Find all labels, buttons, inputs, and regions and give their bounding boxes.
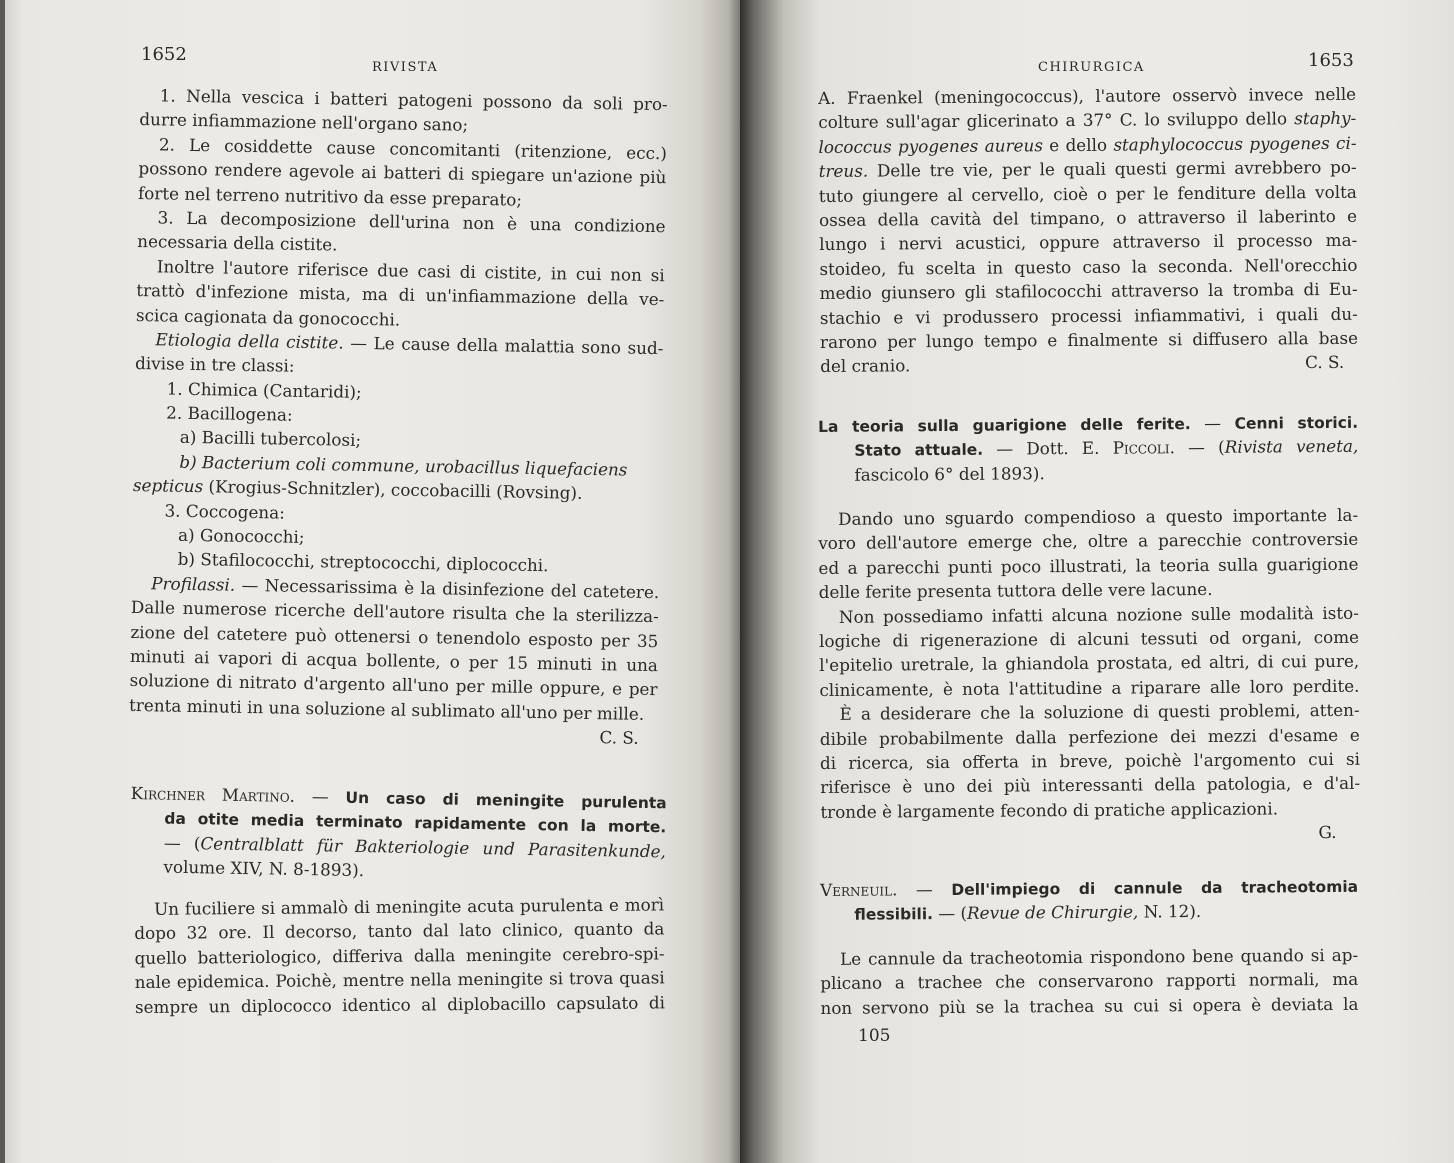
text-line (820, 350, 1358, 379)
text-line: necessaria della cistite. (137, 231, 338, 255)
text-line: ed a parecchi punti poco illustrati, la teoria sulla guarigione (818, 553, 1359, 578)
text-line: plicano a trachee che conservarono rapporti normali, ma (820, 969, 1359, 994)
right-page (740, 0, 1454, 1163)
running-head: RIVISTA (372, 60, 439, 75)
text-line: l'epitelio uretrale, la ghiandola prostata, ed altri, di cui pure, (819, 651, 1360, 676)
text-line: A. Fraenkel (meningococcus), l'autore osservò invece nelle (818, 83, 1357, 108)
article-title: La teoria sulla guarigione delle ferite. (818, 415, 1191, 436)
class-item: b) Stafilococchi, streptococchi, diplococchi. (177, 549, 549, 576)
dash: — (897, 878, 952, 900)
species-italic: staphylococcus pyogenes ci- (1113, 132, 1357, 155)
text-line: È a desiderare che la soluzione di questi problemi, atten- (839, 699, 1360, 724)
etiology-text: — Le cause della malattia sono sud- (343, 332, 664, 359)
text-line: Non possediamo infatti alcuna nozione sulle modalità isto- (838, 602, 1359, 627)
species-italic: staphy- (1294, 108, 1357, 129)
prophylaxis-label: Profilassi. (151, 573, 236, 595)
text-line: delle ferite presenta tuttora delle vere lacune. (818, 579, 1213, 603)
text-line: soluzione di nitrato d'argento all'uno per mille oppure, e per (129, 670, 658, 700)
text-line: non servono più se la trachea su cui si opera è deviata la (820, 993, 1359, 1018)
species-italic: septicus (132, 475, 204, 497)
article-source: Rivista veneta, (1224, 436, 1359, 458)
text-line: 3. La decomposizione dell'urina non è una condizione (157, 207, 666, 237)
article-title: flessibili. (854, 905, 934, 925)
source-prefix: — ( (163, 832, 201, 854)
article-title: Stato attuale. (854, 441, 984, 461)
text-line: voro dell'autore emerge che, oltre a parecchie controversie (818, 529, 1359, 554)
text-line: nale epidemica. Poichè, mentre nella meningite si trova quasi (134, 967, 665, 993)
source-prefix: — ( (932, 903, 968, 924)
signature-number: 105 (858, 1026, 891, 1046)
text-span: e dello (1042, 134, 1114, 156)
class-item: a) Bacilli tubercolosi; (179, 427, 362, 451)
heading-line (820, 874, 1358, 903)
text-line: tuto giungere al cervello, cioè o per le fenditure della volta (818, 181, 1357, 206)
prophylaxis-text: — Necessarissima è la disinfezione del catetere. (234, 574, 660, 602)
author-prefix: — Dott. (983, 438, 1082, 460)
text-line: dibile probabilmente dalla perfezione dei mezzi d'esame e (819, 724, 1360, 749)
class-item: 1. Chimica (Cantaridi); (166, 378, 362, 402)
page-number: 1653 (1308, 50, 1354, 71)
text-line (819, 155, 1357, 184)
article-author: Kirchner Martino. (130, 782, 296, 806)
heading-line (820, 898, 1358, 927)
text-span: del cranio. (820, 355, 911, 377)
article-author: Verneuil. (820, 879, 898, 900)
article-heading (129, 781, 667, 888)
right-column-text (818, 82, 1358, 379)
article-body (134, 892, 665, 1019)
text-line: Le cannule da tracheotomia rispondono bene quando si ap- (840, 944, 1359, 969)
text-line: 1. Nella vescica i batteri patogeni possono da soli pro- (159, 85, 668, 115)
source-suffix: N. 12). (1138, 901, 1202, 922)
text-line: ossea della cavità del timpano, o attraverso il laberinto e (818, 205, 1358, 230)
signature: C. S. (599, 727, 639, 748)
article-body (818, 503, 1361, 849)
class-item: 2. Bacillogena: (166, 402, 293, 425)
page-number: 1652 (141, 44, 187, 65)
text-line: quello batteriologico, differiva dalla meningite cerebro-spi- (134, 943, 665, 968)
signature: C. S. (1304, 352, 1345, 373)
text-line: durre infiammazione nell'organo sano; (139, 109, 469, 136)
article-source: Centralblatt für Bakteriologie und Parasitenkunde, (200, 833, 667, 862)
species-italic: b) Bacterium coli commune, urobacillus liquefaciens (179, 451, 628, 480)
article-title: Dell'impiego di cannule da tracheotomia (951, 877, 1359, 899)
article-author: E. Piccoli. (1081, 437, 1176, 459)
text-line: medio giunsero gli stafilococchi attraverso la tromba di Eu- (819, 278, 1358, 304)
text-line: lungo i nervi acustici, oppure attraverso il processo ma- (819, 230, 1358, 255)
left-column-text (129, 83, 668, 751)
species-italic: treus. (818, 160, 869, 182)
article-source: Revue de Chirurgie, (966, 901, 1139, 924)
text-line: Dalle numerose ricerche dell'autore risulta che la sterilizza- (130, 597, 659, 627)
signature: G. (1318, 822, 1337, 843)
article-heading (820, 874, 1358, 927)
species-italic: lococcus pyogenes aureus (818, 135, 1043, 157)
page-edge (0, 0, 5, 1163)
text-line: logiche di rigenerazione di alcuni tessuti od organi, come (818, 626, 1360, 651)
text-line: minuti ai vapori di acqua bollente, o per 15 minuti in una (129, 645, 659, 676)
dash: — (1190, 412, 1235, 434)
text-line: di ricerca, sia offerta in breve, poichè l'argomento cui si (819, 748, 1361, 773)
text-line: dopo 32 ore. Il decorso, tanto dal lato clinico, quanto da (134, 918, 665, 944)
text-line: zione del catetere può ottenersi o tenendolo esposto per 35 (130, 621, 659, 651)
text-line: scica cagionata da gonococchi. (135, 304, 401, 330)
text-span: Delle tre vie, per le quali questi germi avrebbero po- (868, 156, 1357, 181)
heading-line (818, 434, 1358, 463)
text-line: sempre un diplococco identico al diplobacillo capsulato di (134, 991, 666, 1017)
text-line: Dando uno sguardo compendioso a questo importante la- (838, 504, 1359, 529)
species-text: (Krogius-Schnitzler), coccobacilli (Rovsing). (203, 476, 583, 504)
heading-line: fascicolo 6° del 1893). (854, 463, 1045, 485)
text-line: trattò d'infezione mista, ma di un'infiammazione della ve- (136, 280, 665, 310)
text-line: forte nel terreno nutritivo da esse preparato; (137, 182, 523, 210)
class-item: 3. Coccogena: (164, 500, 286, 523)
etiology-label: Etiologia della cistite. (155, 329, 344, 353)
text-line: stoideo, fu scelta in questo caso la seconda. Nell'orecchio (819, 254, 1358, 279)
text-line: divise in tre classi: (134, 353, 295, 377)
text-line: riferisce è uno dei più interessanti della patologia, e d'al- (820, 773, 1361, 798)
text-line: possono rendere agevole ai batteri di spiegare un'azione più (138, 158, 667, 188)
article-title: Un caso di meningite purulenta (345, 788, 667, 813)
dash: — (294, 785, 346, 807)
text-line: stachio e vi produssero processi infiammativi, i quali du- (819, 303, 1358, 328)
heading-line: volume XIV, N. 8-1893). (163, 856, 365, 881)
text-span: colture sull'agar glicerinato a 37° C. lo sviluppo dello (818, 108, 1288, 133)
text-line: 2. Le cosiddette cause concomitanti (ritenzione, ecc.) (158, 134, 668, 163)
text-line: rarono per lungo tempo e finalmente si diffusero alla base (819, 327, 1359, 352)
text-line: Inoltre l'autore riferisce due casi di cistite, in cui non si (156, 256, 665, 285)
class-item: a) Gonococchi; (177, 524, 305, 547)
text-line: clinicamente, è nota l'attitudine a riparare alle loro perdite. (819, 675, 1360, 700)
article-title: Cenni storici. (1234, 413, 1359, 433)
source-prefix: — ( (1174, 437, 1225, 458)
article-heading (818, 410, 1359, 487)
article-title: da otite media terminato rapidamente con la morte. (164, 809, 667, 837)
text-line: Un fuciliere si ammalò di meningite acuta purulenta e morì (154, 894, 665, 919)
article-body (820, 943, 1359, 1020)
text-line: trenta minuti in una soluzione al sublimato all'uno per mille. (128, 694, 645, 724)
text-line: tronde è largamente fecondo di pratiche applicazioni. (820, 798, 1279, 822)
running-head: CHIRURGICA (1038, 60, 1145, 75)
